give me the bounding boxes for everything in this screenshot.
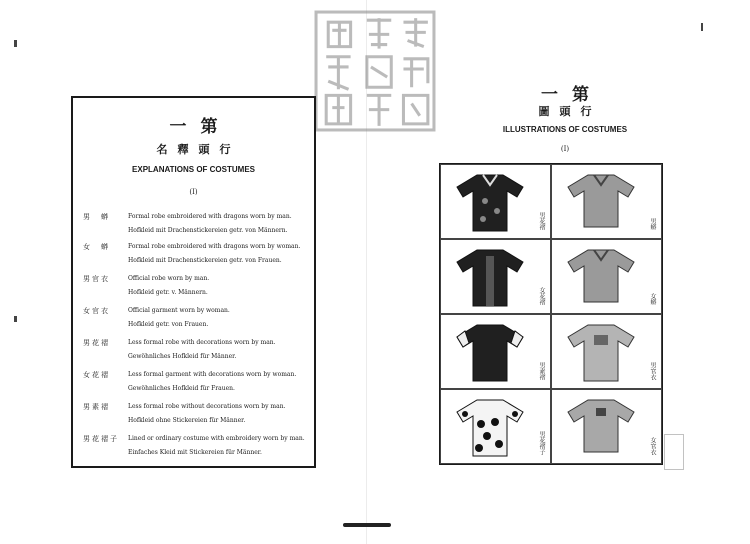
page-edge-mark xyxy=(343,523,391,527)
entry-english: Less formal garment with decorations worn by woman. xyxy=(128,371,297,378)
library-seal-stamp xyxy=(314,10,436,132)
ink-speck xyxy=(14,316,17,322)
illustration-cell xyxy=(440,239,551,314)
left-subtitle: 名釋頭行 xyxy=(156,143,241,156)
entry-english: Official garment worn by woman. xyxy=(128,307,230,314)
entry-german: Hofkleid ohne Stickereien für Männer. xyxy=(128,417,246,424)
illustration-caption: 女蟒 xyxy=(649,293,656,305)
entry-term: 女官衣 xyxy=(83,307,110,315)
entry-german: Einfaches Kleid mit Stickereien für Männer. xyxy=(128,449,262,456)
left-chapter-title: 一第 xyxy=(169,117,232,137)
robe-illustration xyxy=(566,171,636,233)
robe-illustration xyxy=(566,246,636,308)
explanations-panel xyxy=(71,96,316,468)
illustration-caption: 女官衣 xyxy=(649,437,656,455)
illustration-cell xyxy=(440,314,551,389)
illustration-caption: 男官衣 xyxy=(649,362,656,380)
entry-english: Formal robe embroidered with dragons worn by woman. xyxy=(128,243,301,250)
illustration-caption: 男花褶子 xyxy=(538,431,545,455)
entry-english: Less formal robe without decorations worn by man. xyxy=(128,403,286,410)
entry-english: Less formal robe with decorations worn by man. xyxy=(128,339,276,346)
entry-german: Hofkleid getr. v. Männern. xyxy=(128,289,208,296)
robe-illustration xyxy=(455,321,525,383)
robe-illustration xyxy=(566,321,636,383)
entry-german: Hofkleid mit Drachenstickereien getr. von Männern. xyxy=(128,227,288,234)
explanations-heading: EXPLANATIONS OF COSTUMES xyxy=(132,165,255,174)
right-subtitle: 圖頭行 xyxy=(538,105,602,118)
robe-illustration xyxy=(455,171,525,233)
robe-illustration xyxy=(455,396,525,458)
illustration-cell xyxy=(551,314,662,389)
entry-term: 男 蟒 xyxy=(83,213,110,221)
entry-term: 男素褶 xyxy=(83,403,110,411)
illustration-cell xyxy=(551,239,662,314)
entry-german: Hofkleid mit Drachenstickereien getr. von Frauen. xyxy=(128,257,282,264)
ink-speck xyxy=(14,40,17,47)
right-section-number: (I) xyxy=(560,145,570,153)
illustration-cell xyxy=(551,389,662,464)
entry-term: 女花褶 xyxy=(83,371,110,379)
robe-illustration xyxy=(566,396,636,458)
entry-english: Lined or ordinary costume with embroidery worn by man. xyxy=(128,435,305,442)
right-chapter-title: 一第 xyxy=(541,85,603,105)
illustration-caption: 女花褶 xyxy=(538,287,545,305)
costume-illustration-grid xyxy=(439,163,663,465)
illustration-caption: 男蟒 xyxy=(649,218,656,230)
robe-illustration xyxy=(455,246,525,308)
entry-german: Gewöhnliches Hofkleid für Männer. xyxy=(128,353,237,360)
small-stamp-mark xyxy=(664,434,684,470)
entry-term: 男花褶 xyxy=(83,339,110,347)
entry-english: Official robe worn by man. xyxy=(128,275,210,282)
entry-term: 男官衣 xyxy=(83,275,110,283)
illustration-caption: 男花褶 xyxy=(538,212,545,230)
entry-term: 男花褶子 xyxy=(83,435,119,443)
ink-speck xyxy=(701,23,703,31)
illustration-cell xyxy=(551,164,662,239)
illustrations-heading: ILLUSTRATIONS OF COSTUMES xyxy=(502,125,628,134)
illustration-cell xyxy=(440,164,551,239)
entry-german: Gewöhnliches Hofkleid für Frauen. xyxy=(128,385,235,392)
illustration-caption: 男素褶 xyxy=(538,362,545,380)
entry-term: 女 蟒 xyxy=(83,243,110,251)
entry-german: Hofkleid getr. von Frauen. xyxy=(128,321,209,328)
entry-english: Formal robe embroidered with dragons worn by man. xyxy=(128,213,292,220)
left-section-number: (I) xyxy=(189,188,198,196)
illustration-cell xyxy=(440,389,551,464)
